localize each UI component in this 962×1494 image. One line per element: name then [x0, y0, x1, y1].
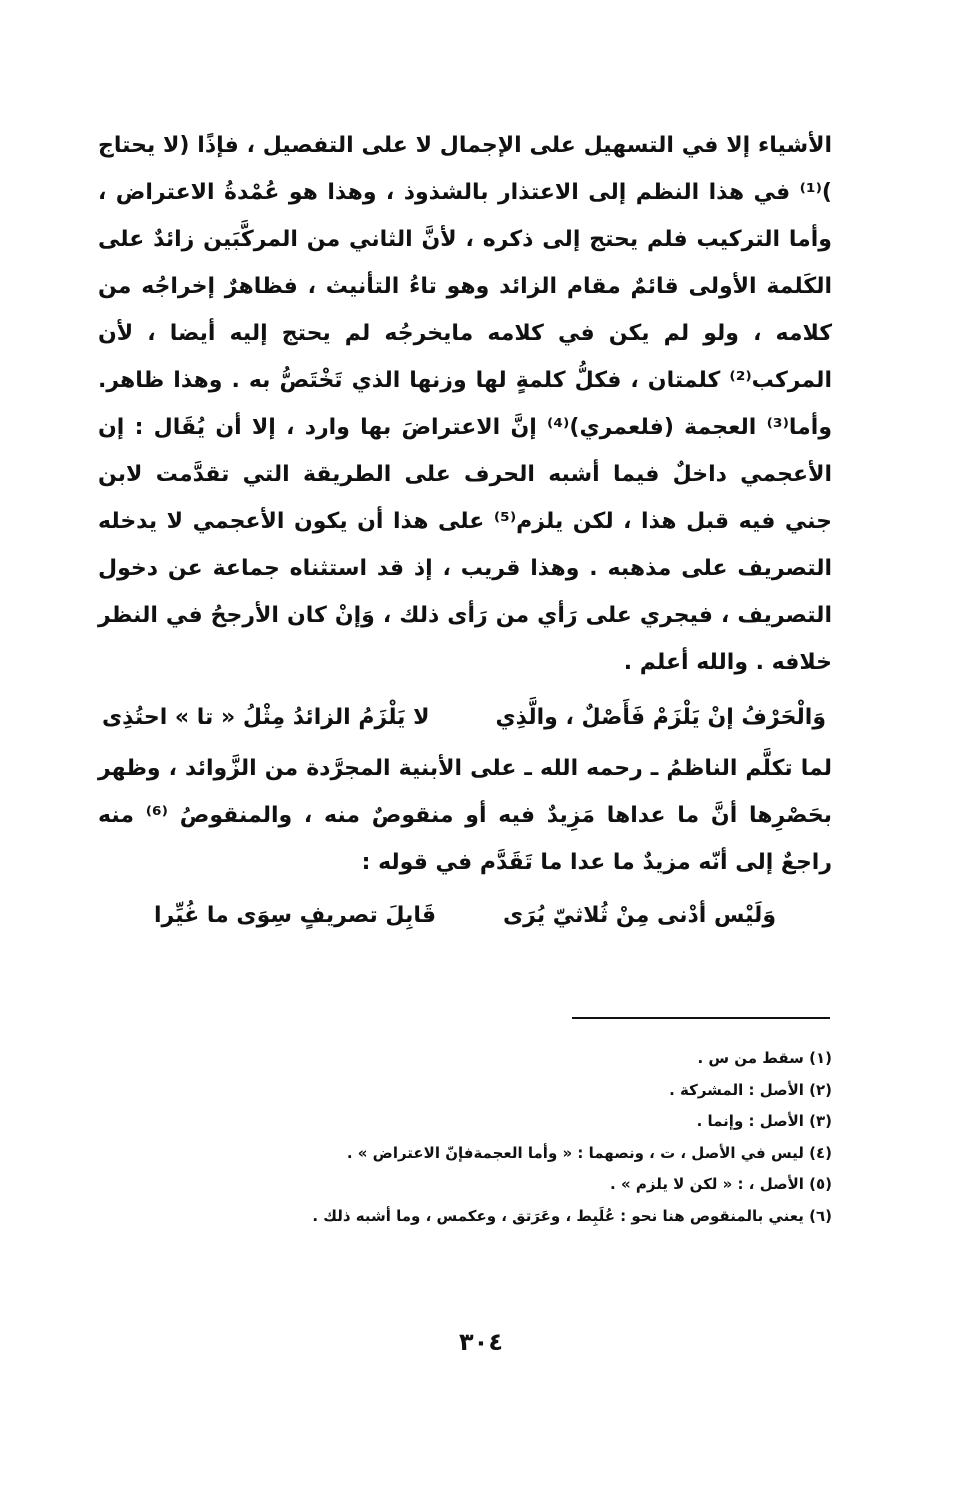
footnote-1: (١) سقط من س .: [697, 1049, 832, 1067]
verse-1-second-hemistich: لا يَلْزَمُ الزائدُ مِثْلُ « تا » احتُذِى: [102, 705, 430, 730]
verse-1-first-hemistich: وَالْحَرْفُ إنْ يَلْزَمْ فَأَصْلٌ ، والَّذِي: [495, 705, 826, 730]
verse-2: [98, 892, 832, 939]
footnote-2: (٢) الأصل : المشركة .: [669, 1080, 832, 1099]
paragraph-2: لما تكلَّم الناظمُ ـ رحمه الله ـ على الأبنية المجرَّدة من الزَّوائد ، وظهر بحَصْرِها أنَّ ما عداها مَزِيدٌ فيه أو منقوصٌ منه ، والمنقوصُ ⁽⁶⁾ منه راجعٌ إلى أنّه مزيدٌ ما عدا ما تَقَدَّم في قوله :: [98, 756, 832, 875]
footnotes: [250, 1043, 832, 1232]
page-number: ٣٠٤: [459, 1328, 503, 1356]
footnote-5: (٥) الأصل ، : « لكن لا يلزم » .: [610, 1175, 832, 1193]
verse-2-first-hemistich: وَلَيْس أدْنى مِنْ ثُلاثيّ يُرَى: [502, 903, 776, 928]
footnote-3: (٣) الأصل : وإنما .: [696, 1112, 832, 1130]
footnote-6: (٦) يعني بالمنقوص هنا نحو : عُلَبِط ، وعَرَتق ، وعكمس ، وما أشبه ذلك .: [312, 1206, 832, 1225]
main-text: [98, 122, 832, 943]
verse-1: [98, 694, 832, 741]
verse-2-second-hemistich: قَابِلَ تصريفٍ سِوَى ما غُيِّرا: [154, 903, 436, 928]
footnote-separator: [572, 1017, 830, 1019]
paragraph-1: الأشياء إلا في التسهيل على الإجمال لا على التفصيل ، فإذًا (لا يحتاج )⁽¹⁾ في هذا النظم إلى الاعتذار بالشذوذ ، وهذا هو عُمْدةُ الاعتراض ، وأما التركيب فلم يحتج إلى ذكره ، لأنَّ الثاني من المركَّبَين زائدٌ على الكَلمة الأولى قائمٌ مقام الزائد وهو تاءُ التأنيث ، فظاهرٌ إخراجُه من كلامه ، ولو لم يكن في كلامه مايخرجُه لم يحتج إليه أيضا ، لأن المركب⁽²⁾ كلمتان ، فكلُّ كلمةٍ لها وزنها الذي تَخْتَصُّ به . وهذا ظاهر. وأما⁽³⁾ العجمة (فلعمري)⁽⁴⁾ إنَّ الاعتراضَ بها وارد ، إلا أن يُقَال : إن الأعجمي داخلٌ فيما أشبه الحرف على الطريقة التي تقدَّمت لابن جني فيه قبل هذا ، لكن يلزم⁽⁵⁾ على هذا أن يكون الأعجمي لا يدخله التصريف على مذهبه . وهذا قريب ، إذ قد استثناه جماعة عن دخول التصريف ، فيجري على رَأي من رَأى ذلك ، وَإنْ كان الأرجحُ في النظر خلافه . والله أعلم .: [98, 133, 832, 675]
footnote-4: (٤) ليس في الأصل ، ت ، ونصهما : « وأما العجمةفإنّ الاعتراض » .: [346, 1143, 832, 1162]
